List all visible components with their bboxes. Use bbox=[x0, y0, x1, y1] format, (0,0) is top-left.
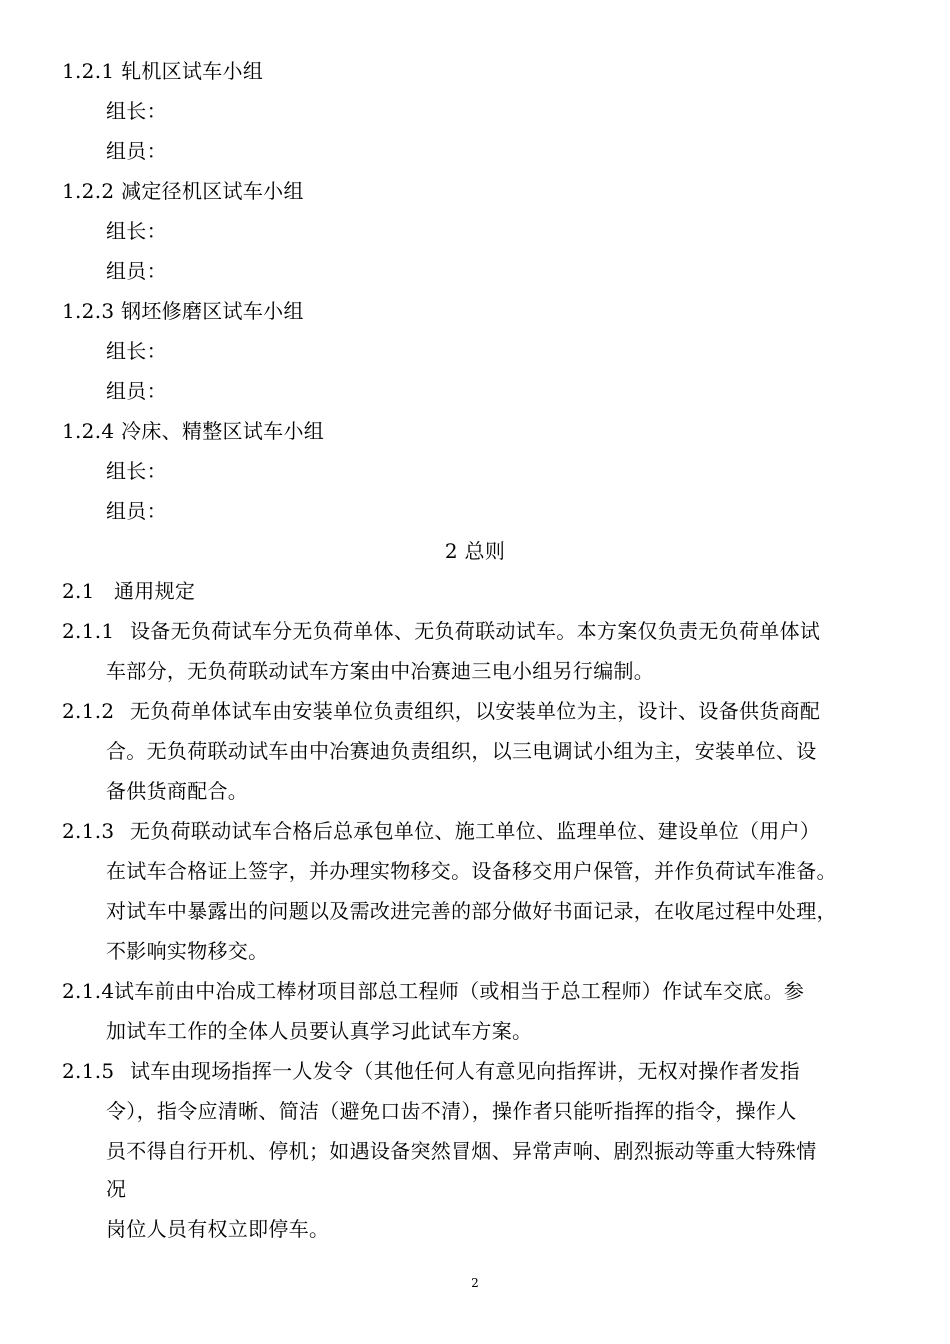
leader-label: 组长： bbox=[106, 99, 167, 123]
section-heading bbox=[62, 58, 263, 84]
clause-text: 员不得自行开机、停机；如遇设备突然冒烟、异常声响、剧烈振动等重大特殊情 bbox=[106, 1139, 817, 1163]
page-number: 2 bbox=[471, 1276, 479, 1290]
chapter-heading: 2 总则 bbox=[444, 539, 506, 563]
clause-first-line bbox=[62, 618, 820, 644]
clause-text: 加试车工作的全体人员要认真学习此试车方案。 bbox=[106, 1019, 533, 1043]
section-title: 钢坯修磨区试车小组 bbox=[121, 299, 304, 323]
member-label: 组员： bbox=[106, 379, 167, 403]
clause-text: 对试车中暴露出的问题以及需改进完善的部分做好书面记录，在收尾过程中处理， bbox=[106, 899, 837, 923]
clause-text: 试车由现场指挥一人发令（其他任何人有意见向指挥讲，无权对操作者发指 bbox=[130, 1059, 800, 1083]
section-heading bbox=[62, 418, 324, 444]
member-label: 组员： bbox=[106, 259, 167, 283]
clause-text: 合。无负荷联动试车由中冶赛迪负责组织，以三电调试小组为主，安装单位、设 bbox=[106, 739, 817, 763]
clause-number: 2.1.4 bbox=[62, 979, 115, 1003]
leader-label: 组长： bbox=[106, 339, 167, 363]
clause-text: 无负荷单体试车由安装单位负责组织，以安装单位为主，设计、设备供货商配 bbox=[130, 699, 821, 723]
clause-number: 2.1.2 bbox=[62, 699, 115, 723]
section-heading bbox=[62, 178, 304, 204]
clause-number: 2.1.1 bbox=[62, 619, 115, 643]
clause-first-line bbox=[62, 978, 804, 1004]
clause-text: 不影响实物移交。 bbox=[106, 939, 269, 963]
clause-text: 试车前由中冶成工棒材项目部总工程师（或相当于总工程师）作试车交底。参 bbox=[114, 979, 805, 1003]
general-title: 通用规定 bbox=[114, 579, 196, 603]
clause-first-line bbox=[62, 818, 820, 844]
clause-text: 在试车合格证上签字，并办理实物移交。设备移交用户保管，并作负荷试车准备。 bbox=[106, 859, 837, 883]
section-title: 减定径机区试车小组 bbox=[121, 179, 304, 203]
clause-text: 岗位人员有权立即停车。 bbox=[106, 1217, 330, 1241]
section-heading bbox=[62, 298, 304, 324]
clause-first-line bbox=[62, 1058, 800, 1084]
clause-number: 2.1.5 bbox=[62, 1059, 115, 1083]
clause-text: 令），指令应清晰、简洁（避免口齿不清），操作者只能听指挥的指令，操作人 bbox=[106, 1099, 797, 1123]
clause-text: 设备无负荷试车分无负荷单体、无负荷联动试车。本方案仅负责无负荷单体试 bbox=[130, 619, 821, 643]
section-title: 冷床、精整区试车小组 bbox=[121, 419, 325, 443]
general-heading bbox=[62, 578, 195, 604]
section-title: 轧机区试车小组 bbox=[121, 59, 264, 83]
leader-label: 组长： bbox=[106, 459, 167, 483]
leader-label: 组长： bbox=[106, 219, 167, 243]
section-number: 1.2.1 bbox=[62, 59, 115, 83]
general-number: 2.1 bbox=[62, 579, 95, 603]
clause-number: 2.1.3 bbox=[62, 819, 115, 843]
clause-text: 无负荷联动试车合格后总承包单位、施工单位、监理单位、建设单位（用户） bbox=[130, 819, 821, 843]
member-label: 组员： bbox=[106, 139, 167, 163]
section-number: 1.2.2 bbox=[62, 179, 115, 203]
section-number: 1.2.3 bbox=[62, 299, 115, 323]
clause-text: 车部分，无负荷联动试车方案由中冶赛迪三电小组另行编制。 bbox=[106, 659, 655, 683]
clause-first-line bbox=[62, 698, 820, 724]
member-label: 组员： bbox=[106, 499, 167, 523]
clause-text: 备供货商配合。 bbox=[106, 779, 249, 803]
clause-text: 况 bbox=[106, 1177, 127, 1201]
section-number: 1.2.4 bbox=[62, 419, 115, 443]
